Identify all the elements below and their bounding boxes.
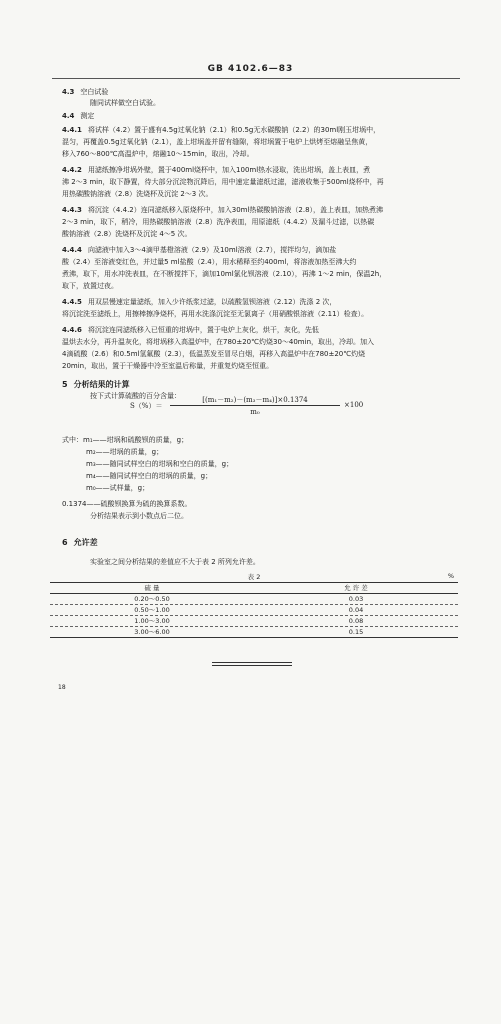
where-line: m₀——试样量，g； <box>86 484 150 492</box>
text-line: 4.4.6 将沉淀连同滤纸移入已恒重的坩埚中，置于电炉上灰化，烘干，灰化，先低 <box>62 326 319 334</box>
formula-denominator: m₀ <box>250 408 260 416</box>
table-cell: 0.50～1.00 <box>134 606 170 614</box>
text-line: 2～3 min，取下，稍冷，用热碳酸钠溶液（2.8）洗净表皿，用原滤纸（4.4.2）及漏斗过滤，以热碳 <box>62 218 375 226</box>
end-rule <box>212 662 292 663</box>
where-line: 0.1374——硫酸钡换算为硫的换算系数。 <box>62 500 192 508</box>
formula-numerator: [(m₁－m₂)－(m₃－m₄)]×0.1374 <box>202 396 308 404</box>
end-rule <box>212 665 292 666</box>
text-line: 4.4.5 用双层慢速定量滤纸，加入少许纸浆过滤，以硫酸氢钡溶液（2.12）洗涤 2 次， <box>62 298 337 306</box>
table-header-row <box>50 583 458 593</box>
text-line: 温烘去水分，再升温灰化，将坩埚移入高温炉中，在780±20℃灼烧30～40min，取出，冷却。加入 <box>62 338 375 346</box>
table-header: 允 许 差 <box>344 584 368 592</box>
text-line: 用热碳酸钠溶液（2.8）洗烧杯及沉淀 2～3 次。 <box>62 190 213 198</box>
formula-rhs: ×100 <box>344 401 364 409</box>
text-line: 沸 2～3 min，取下静置，待大部分沉淀物沉降后，用中速定量滤纸过滤，滤液收集于500ml烧杯中，再 <box>62 178 384 186</box>
text-line: 酸钠溶液（2.8）洗烧杯及沉淀 4～5 次。 <box>62 230 192 238</box>
where-line: 分析结果表示到小数点后二位。 <box>90 512 188 520</box>
text-line: 4.4 测定 <box>62 112 95 120</box>
sulfur-formula <box>130 395 430 423</box>
table-cell: 3.00～6.00 <box>134 628 170 636</box>
table-row <box>50 594 458 604</box>
text-line: 4.4.3 将沉淀（4.4.2）连同滤纸移入原烧杯中，加入30ml热碳酸钠溶液（2.8），盖上表皿，加热煮沸 <box>62 206 384 214</box>
text-line: 20min，取出，置于干燥器中冷至室温后称量，并重复灼烧至恒重。 <box>62 362 274 370</box>
table-row <box>50 616 458 626</box>
table-caption: 表 2 <box>247 573 261 581</box>
where-line: m₄——随同试样空白的坩埚的质量，g； <box>86 472 213 480</box>
header-rule <box>52 78 460 79</box>
section-heading: 5 分析结果的计算 <box>62 380 130 389</box>
page-number: 18 <box>58 684 66 691</box>
where-line: 式中：m₁——坩埚和硫酸钡的质量，g； <box>62 436 189 444</box>
table-row <box>50 627 458 637</box>
text-line: 4.4.4 向滤液中加入3～4滴甲基橙溶液（2.9）及10ml溶液（2.7），搅拌均匀，滴加盐 <box>62 246 337 254</box>
text-line: 4.4.2 用滤纸擦净坩埚外壁，置于400ml烧杯中，加入100ml热水浸取，洗出坩埚，盖上表皿，煮 <box>62 166 371 174</box>
text-line: 随同试样做空白试验。 <box>90 99 160 107</box>
standard-code-header: GB 4102.6—83 <box>207 64 294 74</box>
allow-text: 实验室之间分析结果的差值应不大于表 2 所列允许差。 <box>90 558 260 566</box>
fraction-bar <box>170 405 340 406</box>
text-line: 煮沸，取下，用水冲洗表皿，在不断搅拌下，滴加10ml氯化钡溶液（2.10），再沸 1～2 min，保温2h， <box>62 270 387 278</box>
table-header: 硫 量 <box>144 584 160 592</box>
table-cell: 0.15 <box>348 628 364 636</box>
text-line: 将沉淀洗至滤纸上，用擦棒擦净烧杯，再用水洗涤沉淀至无氯离子（用硝酸银溶液（2.11）检查）。 <box>62 310 369 318</box>
table-row <box>50 605 458 615</box>
table-cell: 0.04 <box>348 606 364 614</box>
table-cell: 1.00～3.00 <box>134 617 170 625</box>
text-line: 4滴硫酸（2.6）和0.5ml氢氟酸（2.3），低温蒸发至冒尽白烟，再移入高温炉中在780±20℃灼烧 <box>62 350 366 358</box>
text-line: 混匀，再覆盖0.5g过氧化钠（2.1），盖上坩埚盖并留有缝隙，将坩埚置于电炉上烘烤至熔融呈焦黄， <box>62 138 373 146</box>
calc-intro: 按下式计算硫酸的百分含量： <box>90 392 181 400</box>
table-unit: % <box>447 572 454 580</box>
table-cell: 0.20～0.50 <box>134 595 170 603</box>
section-heading: 6 允许差 <box>62 538 98 547</box>
table-cell: 0.03 <box>348 595 364 603</box>
table-cell: 0.08 <box>348 617 364 625</box>
table-bottom-rule <box>50 637 458 638</box>
where-line: m₂——坩埚的质量，g； <box>86 448 164 456</box>
text-line: 取下，放置过夜。 <box>62 282 118 290</box>
text-line: 4.4.1 将试样（4.2）置于盛有4.5g过氧化钠（2.1）和0.5g无水碳酸钠（2.2）的30ml刚玉坩埚中， <box>62 126 381 134</box>
formula-lhs: S（%）＝ <box>130 402 163 410</box>
text-line: 移入760～800℃高温炉中，熔融10～15min，取出，冷却。 <box>62 150 254 158</box>
tolerance-table <box>50 572 458 638</box>
text-line: 4.3 空白试验 <box>62 88 109 96</box>
text-line: 酸（2.4）至溶液变红色，并过量5 ml盐酸（2.4），用水稀释至约400ml，将溶液加热至沸大约 <box>62 258 357 266</box>
where-line: m₃——随同试样空白的坩埚和空白的质量，g； <box>86 460 234 468</box>
